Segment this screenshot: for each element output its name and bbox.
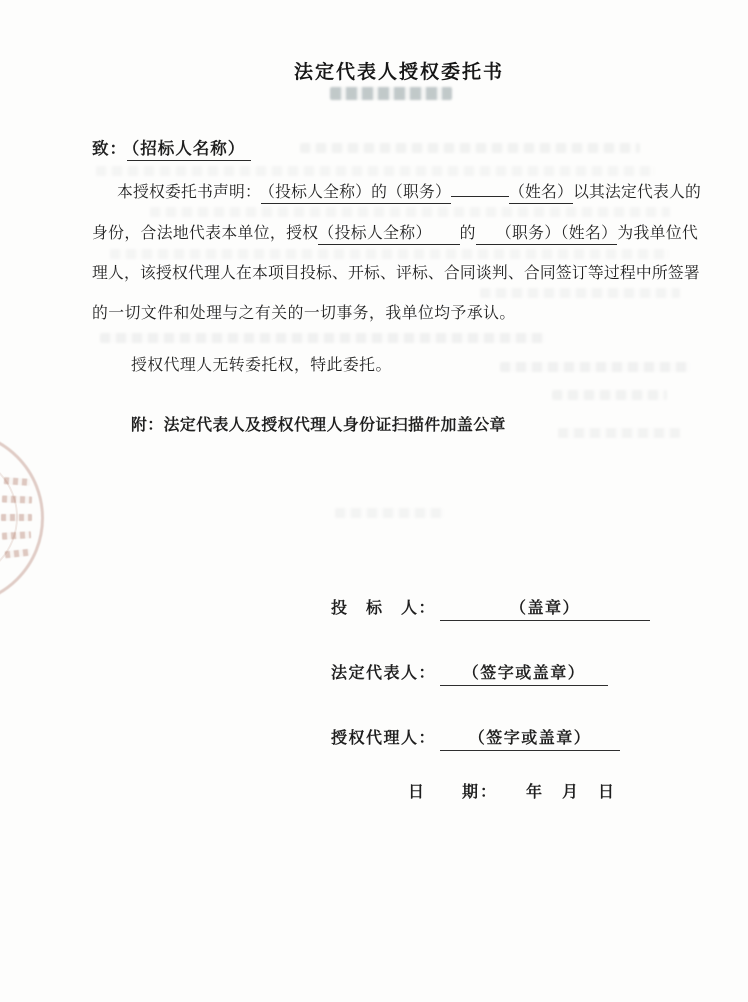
declaration-cont: 以其法定代表人的 xyxy=(573,184,702,201)
possessive-particle: 的 xyxy=(459,225,476,242)
addressee-line xyxy=(92,135,251,159)
bleedthrough-smudge xyxy=(335,508,445,518)
bidder-signature-line: （盖章） xyxy=(440,595,650,621)
bleedthrough-smudge xyxy=(96,166,656,176)
authorized-agent-signature-line: （签字或盖章） xyxy=(440,725,620,751)
legal-representative-label: 法定代表人： xyxy=(331,665,437,682)
declaration-line-3: 理人，该授权代理人在本项目投标、开标、评标、合同谈判、合同签订等过程中所签署 xyxy=(92,265,700,282)
addressee-prefix: 致： xyxy=(92,139,127,158)
addressee-blank-underlined: （招标人名称） xyxy=(127,139,251,161)
declaration-intro: 本授权委托书声明： xyxy=(117,184,261,201)
bleedthrough-smudge xyxy=(300,143,640,153)
bleedthrough-smudge xyxy=(500,362,690,372)
position-name-blank-underlined: （职务）（姓名） xyxy=(476,225,617,245)
date-line: 日 期： 年 月 日 xyxy=(408,784,617,801)
bleedthrough-smudge xyxy=(480,288,680,298)
seal-text-mark xyxy=(2,495,32,503)
bidder-title-blank-underlined: （投标人全称）的（职务） xyxy=(261,184,451,204)
bleedthrough-smudge xyxy=(330,87,452,100)
authorized-agent-label: 授权代理人： xyxy=(331,730,437,747)
no-subdelegation-line: 授权代理人无转委托权，特此委托。 xyxy=(131,357,392,374)
declaration-line-2 xyxy=(92,220,698,243)
bleedthrough-smudge xyxy=(110,249,670,259)
bidder-signature-row xyxy=(331,595,650,621)
legal-representative-signature-row xyxy=(331,660,608,686)
authorized-agent-signature-row xyxy=(331,725,620,751)
agent-text: 为我单位代 xyxy=(617,225,698,242)
bidder-fullname-blank-underlined: （投标人全称） xyxy=(318,225,459,245)
legal-representative-signature-line: （签字或盖章） xyxy=(440,660,608,686)
attachment-note: 附：法定代表人及授权代理人身份证扫描件加盖公章 xyxy=(131,417,506,434)
bleedthrough-smudge xyxy=(552,390,667,400)
bleedthrough-smudge xyxy=(150,207,670,217)
blank-underline xyxy=(451,182,509,197)
name-blank-underlined: （姓名） xyxy=(509,184,573,204)
bidder-label: 投 标 人： xyxy=(331,600,437,617)
declaration-line-1 xyxy=(92,179,702,202)
authorize-text: 身份，合法地代表本单位，授权 xyxy=(92,225,319,242)
seal-text-mark xyxy=(1,514,32,521)
bleedthrough-smudge xyxy=(558,428,680,438)
bleedthrough-smudge xyxy=(100,333,545,343)
declaration-line-4: 的一切文件和处理与之有关的一切事务，我单位均予承认。 xyxy=(92,305,516,322)
document-title: 法定代表人授权委托书 xyxy=(293,62,504,83)
